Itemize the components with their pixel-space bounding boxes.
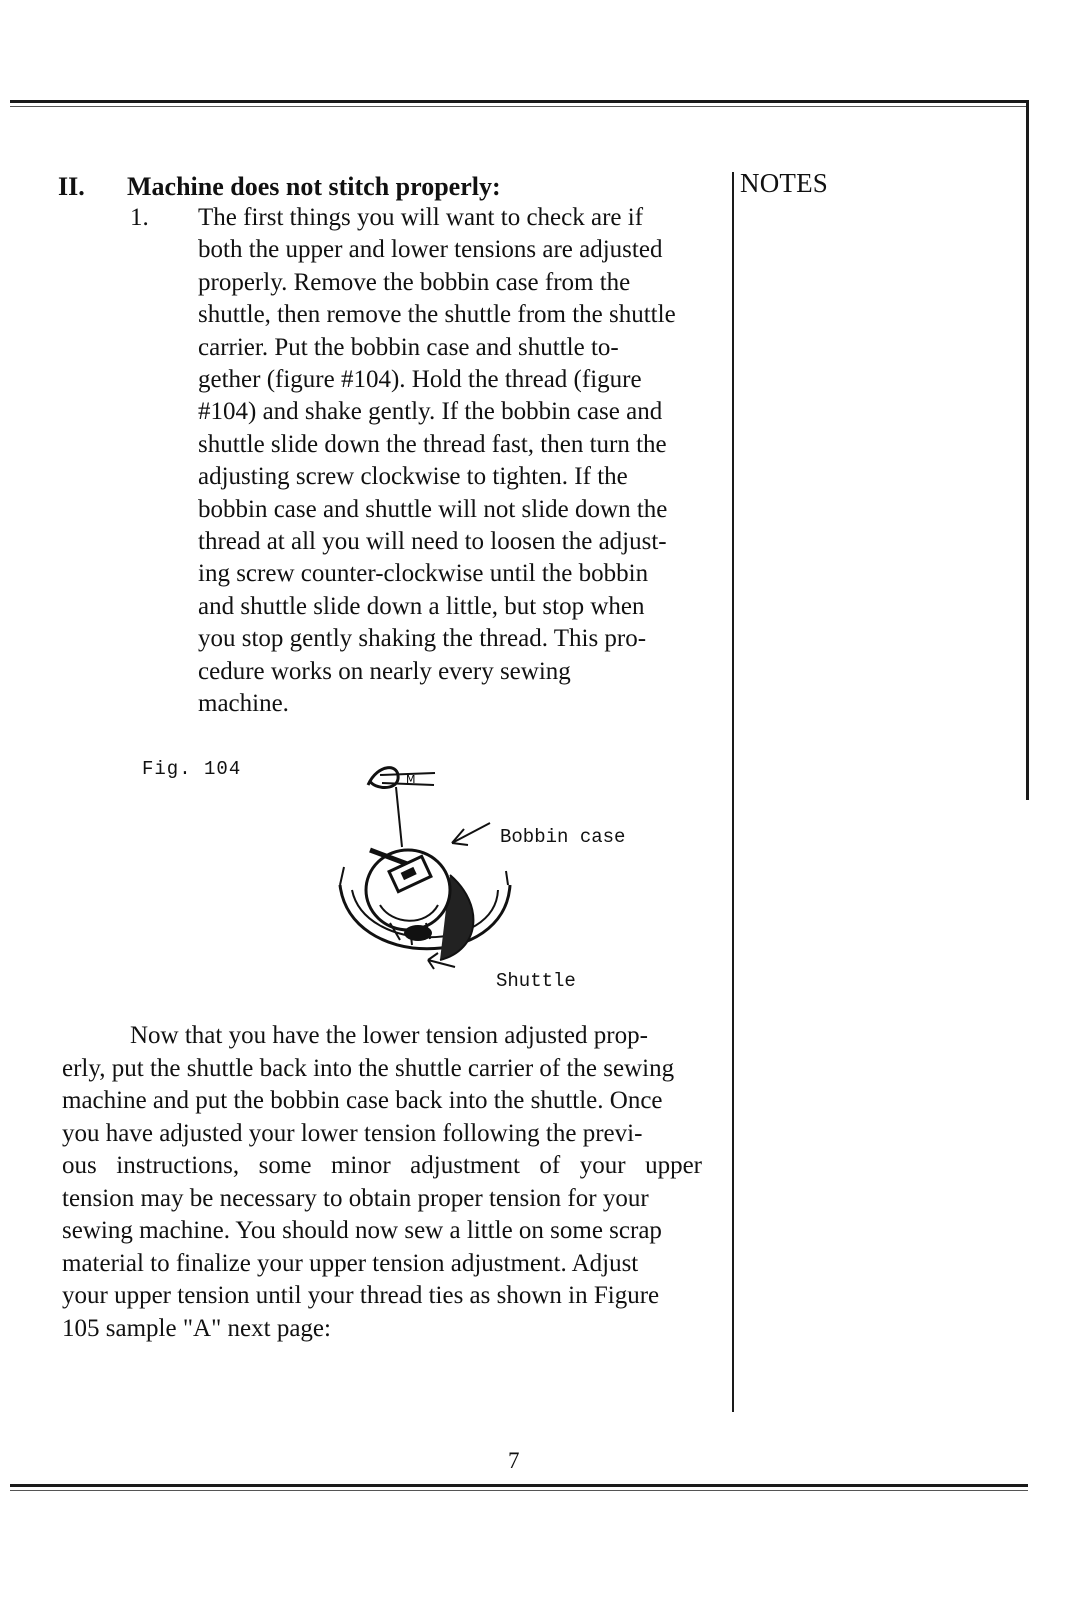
item-number: 1. — [130, 204, 149, 231]
item-line: and shuttle slide down a little, but stop when — [198, 592, 645, 620]
right-border — [1026, 100, 1029, 800]
top-rule — [10, 100, 1028, 103]
item-line: both the upper and lower tensions are adjusted — [198, 236, 663, 264]
item-line: shuttle, then remove the shuttle from the shuttle — [198, 301, 676, 329]
body-paragraph — [62, 1020, 702, 1345]
paragraph-line: machine and put the bobbin case back into the shuttle. Once — [62, 1087, 663, 1114]
paragraph-line: your upper tension until your thread ties as shown in Figure — [62, 1282, 660, 1309]
bottom-rule-thin — [10, 1490, 1028, 1491]
paragraph-line: ous instructions, some minor adjustment of your upper — [62, 1152, 702, 1179]
item-line: thread at all you will need to loosen the adjust- — [198, 528, 667, 556]
item-line: properly. Remove the bobbin case from the — [198, 268, 631, 296]
item-line: adjusting screw clockwise to tighten. If the — [198, 463, 628, 491]
item-line: you stop gently shaking the thread. This pro- — [198, 625, 647, 653]
notes-heading: NOTES — [740, 168, 828, 198]
section-title: Machine does not stitch properly: — [127, 172, 501, 201]
bottom-rule — [10, 1484, 1028, 1487]
paragraph-line: Now that you have the lower tension adjusted prop- — [130, 1022, 648, 1049]
bobbin-shuttle-illustration — [330, 755, 530, 995]
figure-label: Fig. 104 — [142, 758, 242, 780]
paragraph-line: material to finalize your upper tension adjustment. Adjust — [62, 1249, 639, 1277]
callout-shuttle: Shuttle — [496, 970, 576, 992]
page-number: 7 — [508, 1448, 520, 1473]
item-line: shuttle slide down the thread fast, then turn the — [198, 430, 667, 458]
callout-bobbin-case: Bobbin case — [500, 826, 626, 848]
item-line: machine. — [198, 690, 289, 718]
item-line: ing screw counter-clockwise until the bobbin — [198, 560, 649, 588]
notes-divider — [732, 172, 734, 1412]
section-number: II. — [58, 172, 85, 201]
item-line: #104) and shake gently. If the bobbin case and — [198, 398, 663, 426]
item-line: bobbin case and shuttle will not slide down the — [198, 495, 668, 523]
top-rule-thin — [10, 106, 1028, 107]
item-text — [198, 202, 688, 721]
item-line: carrier. Put the bobbin case and shuttle to- — [198, 333, 619, 361]
item-line: gether (figure #104). Hold the thread (figure — [198, 366, 642, 394]
svg-text:M: M — [406, 773, 416, 786]
paragraph-line: tension may be necessary to obtain proper tension for your — [62, 1184, 649, 1212]
paragraph-line: sewing machine. You should now sew a little on some scrap — [62, 1217, 662, 1244]
item-line: The first things you will want to check are if — [198, 204, 644, 231]
paragraph-line: 105 sample "A" next page: — [62, 1314, 331, 1342]
paragraph-line: you have adjusted your lower tension following the previ- — [62, 1119, 643, 1147]
item-line: cedure works on nearly every sewing — [198, 657, 571, 685]
paragraph-line: erly, put the shuttle back into the shuttle carrier of the sewing — [62, 1054, 675, 1082]
